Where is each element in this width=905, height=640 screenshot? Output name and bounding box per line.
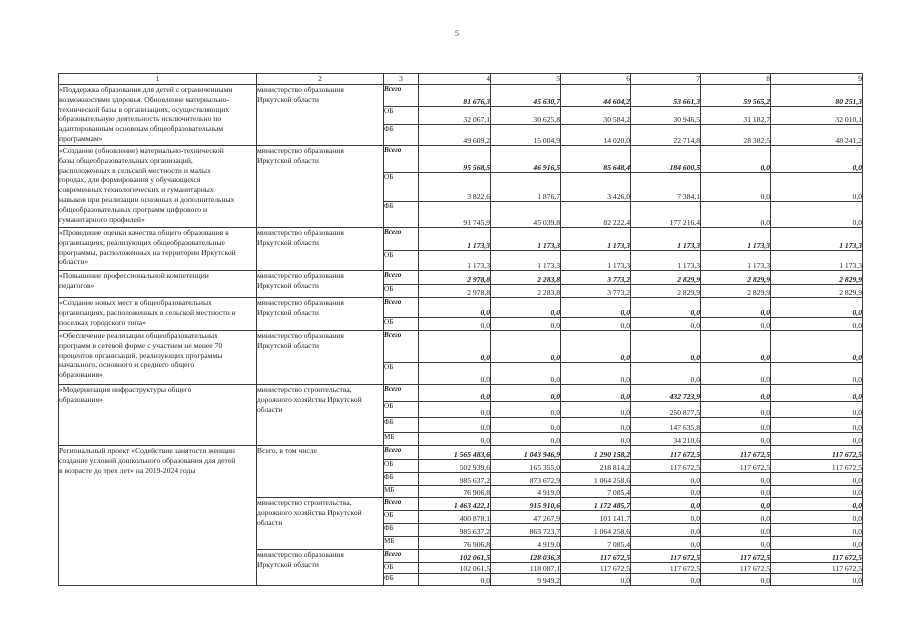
value-cell: 7 085,4 xyxy=(561,537,631,550)
table-row xyxy=(59,228,863,251)
column-header: 1 xyxy=(59,74,257,85)
value-cell: 1 173,3 xyxy=(419,251,491,271)
responsible-executor xyxy=(257,446,384,498)
header-row xyxy=(59,74,863,85)
value-cell: 1 173,3 xyxy=(631,228,701,251)
value-cell: 0,0 xyxy=(631,511,701,524)
value-cell: 45 039,8 xyxy=(491,202,561,228)
value-cell: 49 609,2 xyxy=(419,125,491,146)
value-cell: 117 672,5 xyxy=(771,460,863,473)
value-cell: 59 565,2 xyxy=(701,85,771,107)
funding-source-label: Всего xyxy=(384,331,419,363)
value-cell: 117 672,5 xyxy=(701,563,771,574)
value-cell: 30 625,8 xyxy=(491,107,561,125)
value-cell: 91 745,9 xyxy=(419,202,491,228)
responsible-executor xyxy=(257,146,384,228)
value-cell: 2 978,8 xyxy=(419,271,491,285)
value-cell: 0,0 xyxy=(631,537,701,550)
value-cell: 0,0 xyxy=(631,524,701,537)
funding-source-label: Всего xyxy=(384,146,419,173)
value-cell: 0,0 xyxy=(771,498,863,511)
table-row xyxy=(59,446,863,460)
value-cell: 1 172 485,7 xyxy=(561,498,631,511)
value-cell: 117 672,5 xyxy=(631,446,701,460)
value-cell: 80 251,3 xyxy=(771,85,863,107)
value-cell: 0,0 xyxy=(561,385,631,402)
responsible-line: Иркутской области xyxy=(257,340,319,350)
responsible-executor xyxy=(257,85,384,146)
column-header: 5 xyxy=(491,74,561,85)
value-cell: 117 672,5 xyxy=(701,446,771,460)
value-cell: 117 672,5 xyxy=(771,563,863,574)
column-header: 8 xyxy=(701,74,771,85)
value-cell: 0,0 xyxy=(561,402,631,418)
column-header: 2 xyxy=(257,74,384,85)
value-cell: 0,0 xyxy=(771,574,863,586)
responsible-executor xyxy=(257,550,384,586)
value-cell: 30 584,2 xyxy=(561,107,631,125)
value-cell: 117 672,5 xyxy=(631,550,701,563)
value-cell: 117 672,5 xyxy=(561,550,631,563)
value-cell: 502 939,6 xyxy=(419,460,491,473)
value-cell: 0,0 xyxy=(771,318,863,331)
description-line: процентов организаций, реализующих программы xyxy=(59,350,223,360)
value-cell: 0,0 xyxy=(771,418,863,433)
value-cell: 0,0 xyxy=(419,574,491,586)
funding-source-label: ФБ xyxy=(384,524,419,537)
table-body xyxy=(59,85,863,586)
value-cell: 0,0 xyxy=(419,363,491,385)
value-cell: 0,0 xyxy=(771,524,863,537)
value-cell: 81 676,3 xyxy=(419,85,491,107)
description-line: организациях, реализующих общеобразовательные xyxy=(59,237,225,247)
value-cell: 2 829,9 xyxy=(701,285,771,298)
value-cell: 0,0 xyxy=(771,363,863,385)
description-line: современных технологических и гуманитарных xyxy=(59,185,214,195)
value-cell: 1 173,3 xyxy=(771,228,863,251)
value-cell: 0,0 xyxy=(419,418,491,433)
description-line: программы, расположенных на территории Иркутской xyxy=(59,247,236,257)
description-line: возможностями здоровья. Обновление материально- xyxy=(59,94,230,104)
value-cell: 873 672,9 xyxy=(491,473,561,486)
value-cell: 0,0 xyxy=(631,574,701,586)
description-line: «Поддержка образования для детей с ограниченными xyxy=(59,85,233,94)
responsible-line: министерство строительства, xyxy=(257,498,352,507)
value-cell: 0,0 xyxy=(701,318,771,331)
value-cell: 0,0 xyxy=(491,318,561,331)
value-cell: 0,0 xyxy=(419,385,491,402)
value-cell: 3 773,2 xyxy=(561,271,631,285)
description-line: в возрасте до трех лет» на 2019-2024 годы xyxy=(59,465,196,475)
value-cell: 0,0 xyxy=(491,385,561,402)
value-cell: 0,0 xyxy=(491,433,561,446)
value-cell: 0,0 xyxy=(561,433,631,446)
funding-source-label: ФБ xyxy=(384,418,419,433)
value-cell: 45 630,7 xyxy=(491,85,561,107)
funding-source-label: ОБ xyxy=(384,285,419,298)
value-cell: 0,0 xyxy=(631,473,701,486)
responsible-line: министерство образования xyxy=(257,271,344,280)
value-cell: 0,0 xyxy=(419,331,491,363)
value-cell: 2 829,9 xyxy=(631,271,701,285)
value-cell: 0,0 xyxy=(701,486,771,498)
responsible-line: министерство строительства, xyxy=(257,385,352,394)
value-cell: 2 829,9 xyxy=(701,271,771,285)
value-cell: 4 919,0 xyxy=(491,537,561,550)
value-cell: 2 829,9 xyxy=(771,271,863,285)
value-cell: 0,0 xyxy=(631,363,701,385)
responsible-executor xyxy=(257,331,384,385)
value-cell: 0,0 xyxy=(701,418,771,433)
value-cell: 82 222,4 xyxy=(561,202,631,228)
value-cell: 0,0 xyxy=(491,298,561,318)
description-line: «Создание новых мест в общеобразовательных xyxy=(59,298,212,307)
value-cell: 15 004,9 xyxy=(491,125,561,146)
value-cell: 0,0 xyxy=(419,402,491,418)
value-cell: 0,0 xyxy=(631,331,701,363)
column-header: 9 xyxy=(771,74,863,85)
value-cell: 0,0 xyxy=(491,331,561,363)
value-cell: 0,0 xyxy=(701,173,771,202)
program-description xyxy=(59,385,257,446)
value-cell: 46 916,5 xyxy=(491,146,561,173)
table-row xyxy=(59,271,863,285)
value-cell: 102 061,5 xyxy=(419,550,491,563)
value-cell: 0,0 xyxy=(701,498,771,511)
value-cell: 250 877,5 xyxy=(631,402,701,418)
description-line: педагогов» xyxy=(59,280,95,290)
description-line: Региональный проект «Содействие занятости женщин xyxy=(59,446,235,455)
value-cell: 32 010,1 xyxy=(771,107,863,125)
column-header: 3 xyxy=(384,74,419,85)
value-cell: 0,0 xyxy=(771,402,863,418)
program-description xyxy=(59,146,257,228)
value-cell: 53 661,3 xyxy=(631,85,701,107)
program-description xyxy=(59,271,257,298)
funding-source-label: Всего xyxy=(384,550,419,563)
value-cell: 118 087,1 xyxy=(491,563,561,574)
value-cell: 0,0 xyxy=(631,298,701,318)
value-cell: 0,0 xyxy=(701,524,771,537)
description-line: начального, основного и среднего общего xyxy=(59,360,195,370)
description-line: «Повышение профессиональной компетенции xyxy=(59,271,209,280)
value-cell: 1 876,7 xyxy=(491,173,561,202)
description-line: технической базы в организациях, осуществляющих xyxy=(59,104,230,114)
value-cell: 0,0 xyxy=(491,402,561,418)
responsible-line: министерство образования xyxy=(257,331,344,340)
funding-source-label: ФБ xyxy=(384,125,419,146)
responsible-line: министерство образования xyxy=(257,228,344,237)
funding-source-label: ОБ xyxy=(384,563,419,574)
program-description xyxy=(59,331,257,385)
funding-source-label: МБ xyxy=(384,537,419,550)
description-line: «Обеспечение реализации общеобразовательных xyxy=(59,331,218,340)
value-cell: 28 382,5 xyxy=(701,125,771,146)
value-cell: 1 173,3 xyxy=(491,228,561,251)
value-cell: 2 829,9 xyxy=(771,285,863,298)
value-cell: 432 723,9 xyxy=(631,385,701,402)
value-cell: 1 173,3 xyxy=(631,251,701,271)
value-cell: 1 173,3 xyxy=(561,251,631,271)
value-cell: 95 568,5 xyxy=(419,146,491,173)
responsible-line: области xyxy=(257,404,283,414)
value-cell: 0,0 xyxy=(771,331,863,363)
value-cell: 1 064 258,6 xyxy=(561,524,631,537)
funding-source-label: ОБ xyxy=(384,318,419,331)
description-line: «Модернизация инфраструктуры общего xyxy=(59,385,192,394)
responsible-line: министерство образования xyxy=(257,550,344,559)
funding-source-label: Всего xyxy=(384,298,419,318)
description-line: навыков при реализации основных и дополнительных xyxy=(59,194,235,204)
description-line: «Создание (обновление) материально-технической xyxy=(59,146,224,155)
description-line: городах, для формирования у обучающихся xyxy=(59,175,201,185)
value-cell: 0,0 xyxy=(561,574,631,586)
value-cell: 3 822,6 xyxy=(419,173,491,202)
value-cell: 0,0 xyxy=(771,202,863,228)
value-cell: 0,0 xyxy=(771,433,863,446)
value-cell: 0,0 xyxy=(701,537,771,550)
description-line: организациях, расположенных в сельской местности и xyxy=(59,307,236,317)
description-line: образования» xyxy=(59,370,103,380)
column-header: 4 xyxy=(419,74,491,85)
funding-source-label: ОБ xyxy=(384,511,419,524)
description-line: образовательную деятельность исключительно по xyxy=(59,114,222,124)
page-number: 5 xyxy=(455,29,459,38)
value-cell: 0,0 xyxy=(771,173,863,202)
value-cell: 177 216,4 xyxy=(631,202,701,228)
value-cell: 0,0 xyxy=(631,486,701,498)
funding-source-label: ОБ xyxy=(384,251,419,271)
value-cell: 0,0 xyxy=(631,498,701,511)
value-cell: 101 141,7 xyxy=(561,511,631,524)
value-cell: 117 672,5 xyxy=(631,460,701,473)
value-cell: 218 814,2 xyxy=(561,460,631,473)
funding-source-label: Всего xyxy=(384,385,419,402)
value-cell: 32 067,1 xyxy=(419,107,491,125)
description-line: адаптированным основным общеобразовательным xyxy=(59,124,224,134)
value-cell: 30 946,5 xyxy=(631,107,701,125)
value-cell: 1 173,3 xyxy=(491,251,561,271)
value-cell: 4 919,0 xyxy=(491,486,561,498)
program-description xyxy=(59,85,257,146)
value-cell: 3 426,0 xyxy=(561,173,631,202)
responsible-line: Иркутской области xyxy=(257,155,319,165)
value-cell: 117 672,5 xyxy=(631,563,701,574)
responsible-executor xyxy=(257,228,384,271)
value-cell: 2 283,8 xyxy=(491,285,561,298)
value-cell: 0,0 xyxy=(701,402,771,418)
funding-source-label: Всего xyxy=(384,446,419,460)
value-cell: 48 241,2 xyxy=(771,125,863,146)
value-cell: 1 290 158,2 xyxy=(561,446,631,460)
value-cell: 165 355,0 xyxy=(491,460,561,473)
table-row xyxy=(59,298,863,318)
value-cell: 184 600,5 xyxy=(631,146,701,173)
funding-source-label: Всего xyxy=(384,498,419,511)
value-cell: 2 978,8 xyxy=(419,285,491,298)
value-cell: 0,0 xyxy=(771,537,863,550)
responsible-line: Иркутской области xyxy=(257,280,319,290)
responsible-line: Иркутской области xyxy=(257,94,319,104)
value-cell: 915 910,6 xyxy=(491,498,561,511)
funding-source-label: Всего xyxy=(384,271,419,285)
value-cell: 0,0 xyxy=(491,418,561,433)
value-cell: 117 672,5 xyxy=(701,550,771,563)
responsible-line: Иркутской области xyxy=(257,237,319,247)
value-cell: 1 043 946,9 xyxy=(491,446,561,460)
value-cell: 3 773,2 xyxy=(561,285,631,298)
funding-source-label: ОБ xyxy=(384,107,419,125)
value-cell: 0,0 xyxy=(631,318,701,331)
description-line: общеобразовательных программ цифрового и xyxy=(59,204,208,214)
table-row xyxy=(59,85,863,107)
value-cell: 117 672,5 xyxy=(701,460,771,473)
value-cell: 1 463 422,1 xyxy=(419,498,491,511)
value-cell: 44 604,2 xyxy=(561,85,631,107)
value-cell: 0,0 xyxy=(561,331,631,363)
value-cell: 85 648,4 xyxy=(561,146,631,173)
value-cell: 985 637,2 xyxy=(419,524,491,537)
value-cell: 34 210,6 xyxy=(631,433,701,446)
column-header: 7 xyxy=(631,74,701,85)
value-cell: 0,0 xyxy=(771,473,863,486)
value-cell: 102 061,5 xyxy=(419,563,491,574)
value-cell: 1 064 258,6 xyxy=(561,473,631,486)
description-line: гуманитарного профилей» xyxy=(59,214,145,224)
value-cell: 0,0 xyxy=(419,433,491,446)
value-cell: 0,0 xyxy=(771,511,863,524)
value-cell: 0,0 xyxy=(771,486,863,498)
responsible-line: Всего, в том числе xyxy=(257,446,317,455)
program-description xyxy=(59,298,257,331)
value-cell: 117 672,5 xyxy=(561,563,631,574)
column-header: 6 xyxy=(561,74,631,85)
program-description xyxy=(59,446,257,586)
value-cell: 1 173,3 xyxy=(771,251,863,271)
value-cell: 0,0 xyxy=(701,511,771,524)
responsible-executor xyxy=(257,498,384,550)
value-cell: 0,0 xyxy=(491,363,561,385)
value-cell: 76 906,8 xyxy=(419,537,491,550)
description-line: программ в сетевой форме с участием не менее 70 xyxy=(59,340,223,350)
funding-source-label: ФБ xyxy=(384,202,419,228)
description-line: «Проведение оценки качества общего образования в xyxy=(59,228,229,237)
value-cell: 7 384,1 xyxy=(631,173,701,202)
value-cell: 0,0 xyxy=(701,202,771,228)
funding-source-label: МБ xyxy=(384,486,419,498)
value-cell: 985 637,2 xyxy=(419,473,491,486)
value-cell: 2 283,8 xyxy=(491,271,561,285)
description-line: базы общеобразовательных организаций, xyxy=(59,155,193,165)
value-cell: 400 878,1 xyxy=(419,511,491,524)
funding-source-label: Всего xyxy=(384,228,419,251)
value-cell: 31 182,7 xyxy=(701,107,771,125)
value-cell: 0,0 xyxy=(701,385,771,402)
value-cell: 47 267,9 xyxy=(491,511,561,524)
funding-source-label: ОБ xyxy=(384,460,419,473)
value-cell: 0,0 xyxy=(701,363,771,385)
value-cell: 7 085,4 xyxy=(561,486,631,498)
table-row xyxy=(59,146,863,173)
value-cell: 1 565 483,6 xyxy=(419,446,491,460)
value-cell: 22 714,8 xyxy=(631,125,701,146)
value-cell: 0,0 xyxy=(701,331,771,363)
value-cell: 0,0 xyxy=(771,385,863,402)
funding-source-label: МБ xyxy=(384,433,419,446)
funding-source-label: ФБ xyxy=(384,574,419,586)
description-line: образования» xyxy=(59,394,103,404)
value-cell: 117 672,5 xyxy=(771,446,863,460)
value-cell: 147 635,8 xyxy=(631,418,701,433)
value-cell: 0,0 xyxy=(561,298,631,318)
description-line: создание условий дошкольного образования для детей xyxy=(59,455,236,465)
value-cell: 9 949,2 xyxy=(491,574,561,586)
responsible-executor xyxy=(257,298,384,331)
table-row xyxy=(59,331,863,363)
responsible-line: дорожного хозяйства Иркутской xyxy=(257,507,362,517)
value-cell: 128 036,3 xyxy=(491,550,561,563)
responsible-line: области xyxy=(257,517,283,527)
value-cell: 0,0 xyxy=(701,473,771,486)
value-cell: 117 672,5 xyxy=(771,550,863,563)
table-row xyxy=(59,385,863,402)
description-line: поселках городского типа» xyxy=(59,317,146,327)
value-cell: 0,0 xyxy=(701,298,771,318)
value-cell: 0,0 xyxy=(701,574,771,586)
value-cell: 0,0 xyxy=(561,318,631,331)
value-cell: 1 173,3 xyxy=(701,228,771,251)
value-cell: 863 723,7 xyxy=(491,524,561,537)
value-cell: 1 173,3 xyxy=(419,228,491,251)
value-cell: 1 173,3 xyxy=(701,251,771,271)
description-line: расположенных в сельской местности и малых xyxy=(59,165,211,175)
responsible-line: министерство образования xyxy=(257,298,344,307)
value-cell: 1 173,3 xyxy=(561,228,631,251)
funding-source-label: ФБ xyxy=(384,473,419,486)
responsible-line: Иркутской области xyxy=(257,559,319,569)
budget-table xyxy=(58,73,863,586)
program-description xyxy=(59,228,257,271)
value-cell: 0,0 xyxy=(419,298,491,318)
responsible-executor xyxy=(257,385,384,446)
value-cell: 76 906,8 xyxy=(419,486,491,498)
value-cell: 0,0 xyxy=(701,433,771,446)
value-cell: 0,0 xyxy=(701,146,771,173)
value-cell: 0,0 xyxy=(561,363,631,385)
value-cell: 0,0 xyxy=(771,146,863,173)
value-cell: 0,0 xyxy=(771,298,863,318)
value-cell: 0,0 xyxy=(561,418,631,433)
funding-source-label: ОБ xyxy=(384,173,419,202)
funding-source-label: Всего xyxy=(384,85,419,107)
responsible-line: министерство образования xyxy=(257,85,344,94)
description-line: области» xyxy=(59,257,89,267)
funding-source-label: ОБ xyxy=(384,402,419,418)
value-cell: 14 020,0 xyxy=(561,125,631,146)
value-cell: 2 829,9 xyxy=(631,285,701,298)
description-line: программам» xyxy=(59,133,103,143)
responsible-line: дорожного хозяйства Иркутской xyxy=(257,394,362,404)
responsible-executor xyxy=(257,271,384,298)
responsible-line: министерство образования xyxy=(257,146,344,155)
value-cell: 0,0 xyxy=(419,318,491,331)
responsible-line: Иркутской области xyxy=(257,307,319,317)
funding-source-label: ОБ xyxy=(384,363,419,385)
